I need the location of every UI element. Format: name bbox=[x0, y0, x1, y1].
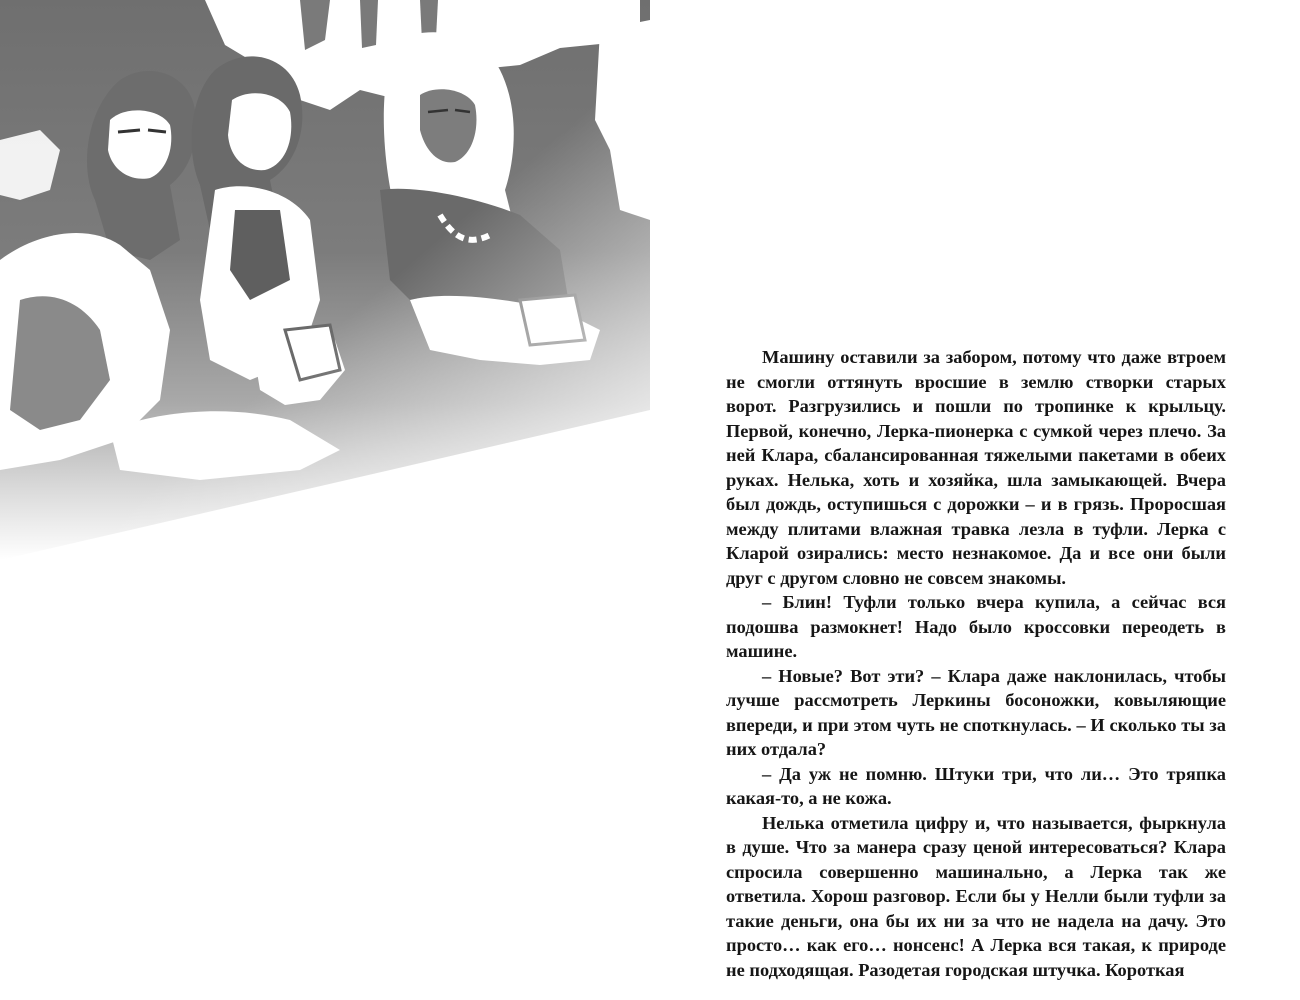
three-women-illustration bbox=[0, 0, 650, 560]
right-page bbox=[650, 0, 1300, 1000]
paragraph: – Да уж не помню. Штуки три, что ли… Это тряпка какая-то, а не кожа. bbox=[726, 763, 1226, 808]
paragraph: Нелька отметила цифру и, что называется, фыркнула в душе. Что за манера сразу ценой интересоваться? Клара спросила совершенно машинально, а Лерка так же ответила. Хорош разговор. Если бы у Нелли были туфли за такие деньги, она бы их ни за что не надела на дачу. Это просто… как его… нонсенс! А Лерка вся такая, к природе не подходящая. Разодетая городская штучка. Короткая bbox=[726, 812, 1226, 980]
body-text bbox=[726, 345, 1226, 982]
paragraph: – Блин! Туфли только вчера купила, а сейчас вся подошва размокнет! Надо было кроссовки переодеть в машине. bbox=[726, 592, 1226, 661]
paragraph: – Новые? Вот эти? – Клара даже наклонилась, чтобы лучше рассмотреть Леркины босоножки, ковыляющие впереди, и при этом чуть не споткнулась. – И сколько ты за них отдала? bbox=[726, 665, 1226, 759]
paragraph: Машину оставили за забором, потому что даже втроем не смогли оттянуть вросшие в землю створки старых ворот. Разгрузились и пошли по тропинке к крыльцу. Первой, конечно, Лерка-пионерка с сумкой через плечо. За ней Клара, сбалансированная тяжелыми пакетами в обеих руках. Нелька, хоть и хозяйка, шла замыкающей. Вчера был дождь, оступишься с дорожки – и в грязь. Проросшая между плитами влажная травка лезла в туфли. Лерка с Кларой озирались: место незнакомое. Да и все они были друг с другом словно не совсем знакомы. bbox=[726, 347, 1226, 588]
